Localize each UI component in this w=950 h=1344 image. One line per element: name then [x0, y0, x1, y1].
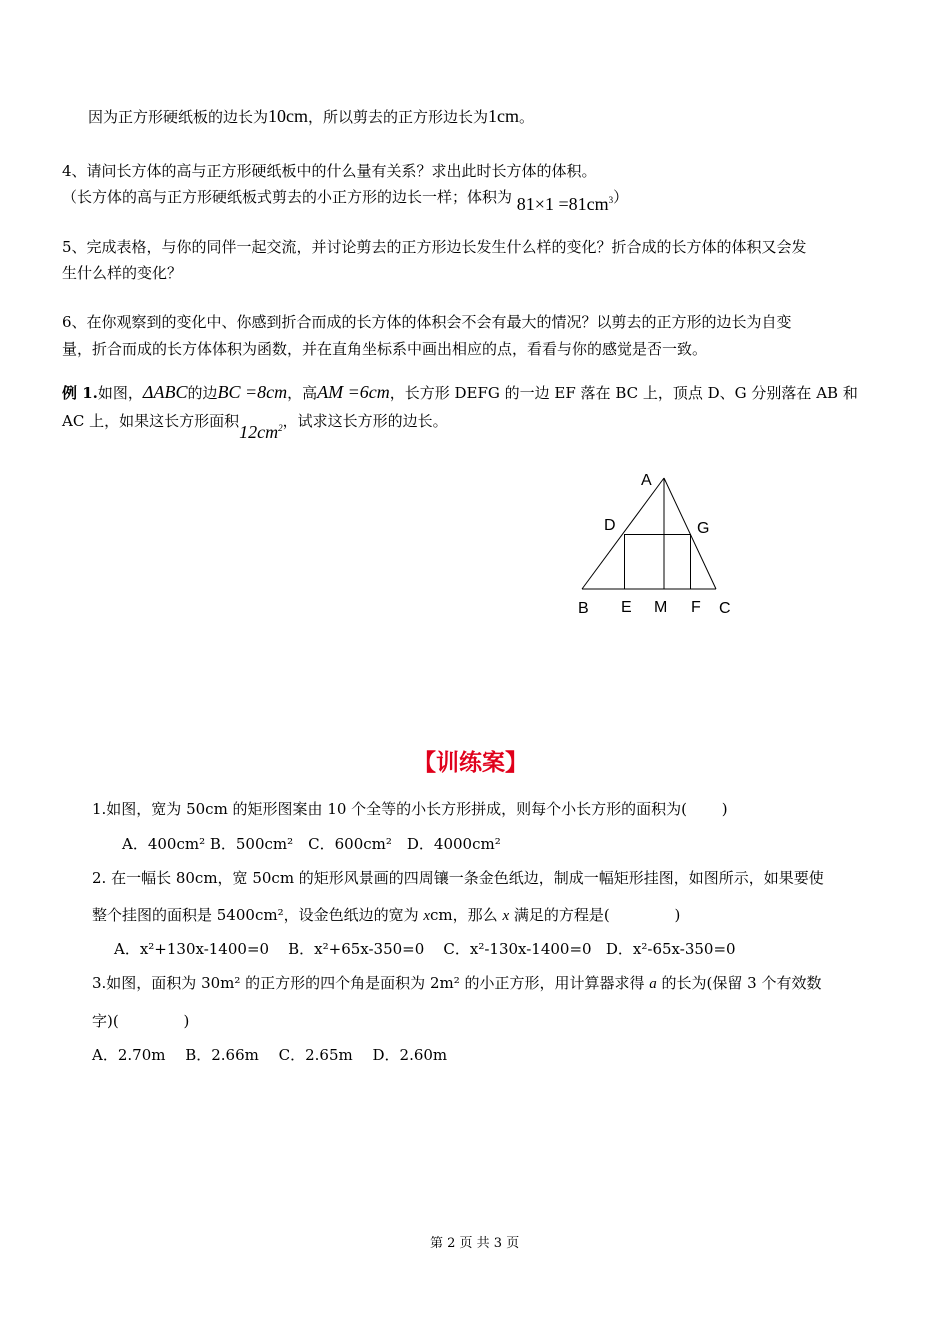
q6-line2: 量，折合而成的长方体体积为函数，并在直角坐标系中画出相应的点，看看与你的感觉是否一致。	[62, 340, 708, 358]
intro-math-1cm: 1cm	[488, 106, 520, 126]
q6-line1: 6、在你观察到的变化中、你感到折合而成的长方体的体积会不会有最大的情况？以剪去的正方形的边长为自变	[62, 313, 792, 331]
q4-volume-exponent: 3	[608, 195, 614, 205]
ex1-stem: 1.如图，宽为 50cm 的矩形图案由 10 个全等的小长方形拼成，则每个小长方形的面积为( )	[92, 800, 728, 818]
side-ab	[582, 478, 664, 589]
example1-text-1: 如图，	[97, 384, 143, 402]
q5-line2: 生什么样的变化？	[62, 264, 183, 282]
example1-label: 例 1.	[62, 384, 98, 402]
ex1-options: A．400cm² B．500cm² C．600cm² D．4000cm²	[122, 835, 501, 853]
section-title: 【训练案】	[413, 749, 528, 776]
ex2-line1: 2. 在一幅长 80cm，宽 50cm 的矩形风景画的四周镶一条金色纸边，制成一幅矩形挂图，如图所示，如果要使	[92, 869, 824, 887]
ex3-line2: 字)( )	[92, 1012, 190, 1030]
intro-text-2: ，所以剪去的正方形边长为	[308, 108, 489, 126]
q4-line2	[62, 186, 629, 214]
example1-line2-suffix: ，试求这长方形的边长。	[282, 412, 448, 430]
label-d: D	[604, 517, 616, 534]
label-f: F	[691, 599, 701, 616]
triangle-diagram	[570, 465, 750, 625]
label-c: C	[719, 600, 731, 617]
q4-volume-expr: 81×1 =81cm	[516, 194, 609, 214]
ex2-option-c: C．x²-130x-1400=0	[443, 940, 592, 958]
ex3-line1-text-1: 3.如图，面积为 30m² 的正方形的四个角是面积为 2m² 的小正方形，用计算器求得	[92, 974, 650, 992]
example1-line1	[62, 382, 858, 403]
label-e: E	[621, 599, 632, 616]
label-g: G	[697, 520, 710, 537]
example1-area-exponent: 2	[278, 423, 283, 433]
ex2-line2-text-1: 整个挂图的面积是 5400cm²，设金色纸边的宽为	[92, 906, 424, 924]
q4-volume-math	[517, 194, 613, 214]
example1-line2	[62, 410, 448, 442]
example1-text-2: 的边	[187, 384, 218, 402]
q4-line2-text: （长方体的高与正方形硬纸板式剪去的小正方形的边长一样；体积为	[62, 188, 513, 206]
label-b: B	[578, 600, 589, 617]
example1-line2-text: AC 上，如果这长方形面积	[62, 412, 240, 430]
intro-text-3: 。	[519, 108, 535, 126]
intro-text-1: 因为正方形硬纸板的边长为	[88, 108, 269, 126]
q4-line2-close: ）	[613, 188, 629, 206]
ex2-var-x: x	[423, 908, 431, 924]
example1-area-math	[239, 422, 283, 442]
page-footer: 第 2 页 共 3 页	[430, 1236, 520, 1251]
example1-text-3: ，高	[287, 384, 318, 402]
example1-math-bc: BC =8cm	[217, 382, 288, 402]
ex2-line2-text-2: cm，那么	[430, 906, 503, 924]
intro-line	[88, 106, 534, 127]
ex3-line1-text-2: 的长为(保留 3 个有效数	[656, 974, 822, 992]
ex3-line1	[92, 972, 821, 993]
ex3-var-a: a	[649, 976, 657, 992]
example1-area-expr: 12cm	[239, 422, 279, 442]
label-m: M	[654, 599, 668, 616]
ex2-option-d: D．x²-65x-350=0	[605, 940, 736, 958]
example1-math-triangle: ΔABC	[142, 382, 188, 402]
ex2-option-a: A．x²+130x-1400=0	[114, 940, 270, 958]
ex2-line2-text-3: 满足的方程是( )	[509, 906, 681, 924]
example1-text-4: ，长方形 DEFG 的一边 EF 落在 BC 上，顶点 D、G 分别落在 AB 和	[389, 384, 858, 402]
label-a: A	[641, 472, 652, 489]
ex2-options	[114, 938, 736, 959]
ex2-option-b: B．x²+65x-350=0	[288, 940, 425, 958]
ex3-options: A．2.70m B．2.66m C．2.65m D．2.60m	[92, 1046, 448, 1064]
ex2-line2	[92, 904, 680, 925]
example1-math-am: AM =6cm	[317, 382, 390, 402]
q4-line1: 4、请问长方体的高与正方形硬纸板中的什么量有关系？求出此时长方体的体积。	[62, 162, 597, 180]
q5-line1: 5、完成表格，与你的同伴一起交流，并讨论剪去的正方形边长发生什么样的变化？折合成的长方体的体积又会发	[62, 238, 807, 256]
intro-math-10cm: 10cm	[268, 106, 309, 126]
rectangle-defg	[625, 535, 691, 590]
ex2-var-x-2: x	[502, 908, 510, 924]
